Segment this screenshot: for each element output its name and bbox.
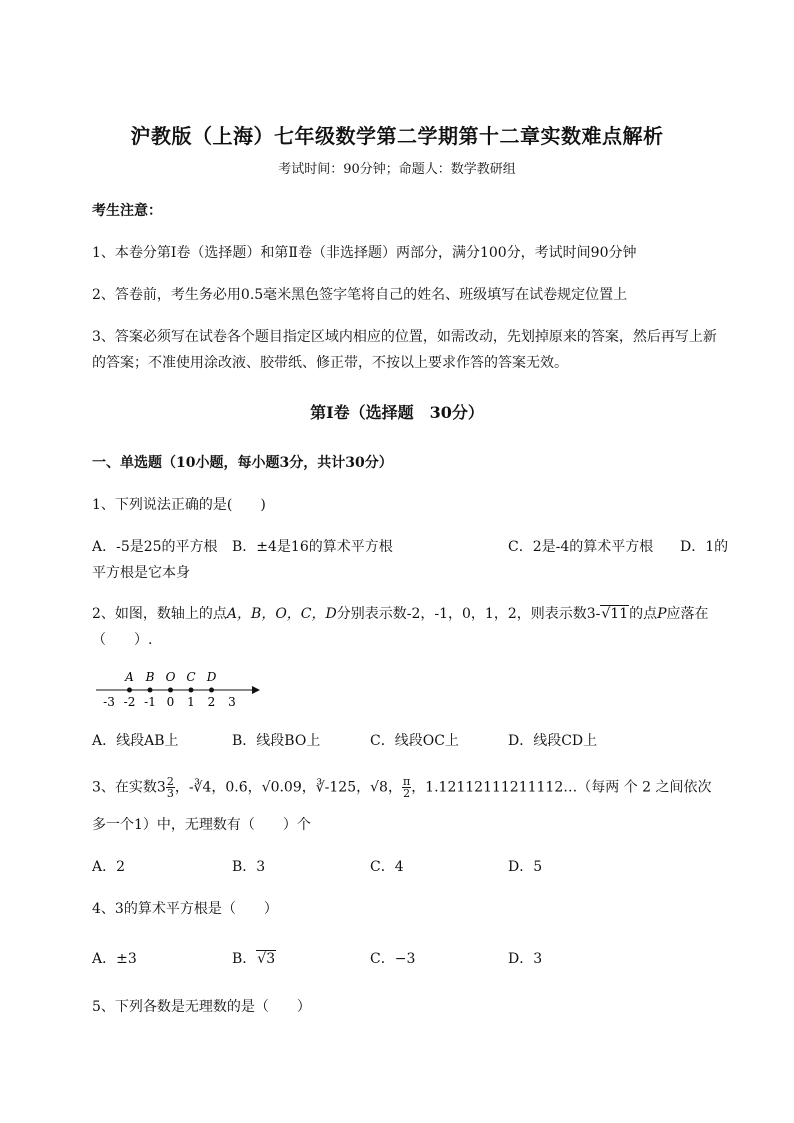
q3-option-d: D．5: [508, 859, 543, 875]
question-1-stem: 1、下列说法正确的是( ): [92, 497, 266, 513]
q3-option-b: B．3: [232, 859, 266, 875]
axis-point-dot: [127, 688, 132, 693]
q3-line2: 多一个1）中，无理数有（ ）个: [92, 817, 311, 833]
q3-n2: 0.6̇: [225, 779, 248, 796]
axis-tick-label: 0: [166, 695, 175, 709]
q2-option-d: D．线段CD上: [508, 733, 598, 749]
part-heading: 一、单选题（10小题，每小题3分，共计30分）: [92, 455, 393, 471]
q1-option-c: C．2是-4的算术平方根: [508, 539, 654, 555]
q4-option-b-label: B．: [232, 951, 257, 967]
axis-tick-label: 2: [207, 695, 216, 709]
axis-points: [124, 670, 217, 693]
q1-option-b: B．±4是16的算术平方根: [232, 539, 393, 555]
axis-point-dot: [209, 688, 214, 693]
axis-tick-label: 1: [187, 695, 195, 709]
axis-tick-label: -3: [103, 695, 115, 709]
axis-point-label: B: [145, 670, 155, 684]
axis-point-label: D: [206, 670, 217, 684]
q1-option-a: A．-5是25的平方根: [92, 539, 218, 555]
q2-stem-mid: 分别表示数-2，-1，0，1，2，则表示数3-: [336, 606, 601, 622]
q3-stem-pre: 3、在实数3: [92, 779, 166, 796]
q4-radicand: 3: [266, 951, 276, 967]
question-4-stem: 4、3的算术平方根是（ ）: [92, 901, 278, 917]
q1-option-d: D．1的: [680, 539, 729, 555]
number-line: [92, 666, 272, 710]
notice-heading: 考生注意：: [92, 203, 162, 219]
q4-sqrt: √3: [257, 951, 276, 967]
q3-n4: ，1.12112111211112…（每两 个 2 之间依次: [411, 779, 712, 796]
section-title: 第I卷（选择题 30分）: [310, 403, 484, 422]
q3-mixed-fraction: [166, 776, 175, 799]
q3-option-a: A．2: [92, 859, 126, 875]
axis-tick-labels: [103, 695, 236, 709]
question-3-stem: [92, 776, 712, 799]
q2-stem-post: 的点: [629, 606, 658, 622]
notice-item: 3、答案必须写在试卷各个题目指定区域内相应的位置，如需改动，先划掉原来的答案，然后再写上新: [92, 329, 717, 345]
q3-pi-num: π: [402, 775, 411, 788]
q3-option-c: C．4: [370, 859, 404, 875]
q3-frac-den: 3: [166, 787, 174, 800]
axis-point-dot: [148, 688, 153, 693]
q2-radicand: √11: [601, 606, 629, 622]
q4-option-a: A．±3: [92, 951, 137, 967]
q3-pi-fraction: [402, 776, 411, 799]
q2-option-c: C．线段OC上: [370, 733, 459, 749]
axis-arrow: [252, 686, 260, 694]
q4-option-c: C．−3: [370, 951, 416, 967]
q2-point-p: P: [657, 606, 667, 622]
q3-frac-num: 2: [166, 775, 174, 788]
axis-point-label: O: [165, 670, 176, 684]
axis-tick-label: -2: [123, 695, 136, 709]
q1-option-d-cont: 平方根是它本身: [92, 565, 190, 581]
axis-tick-label: 3: [228, 695, 236, 709]
q4-option-b: [232, 948, 276, 968]
q3-pi-den: 2: [403, 787, 411, 800]
question-2-stem: [92, 603, 709, 623]
axis-point-label: A: [125, 670, 134, 684]
q2-radicand-value: 11: [610, 606, 629, 622]
q4-option-d: D．3: [508, 951, 543, 967]
q2-option-a: A．线段AB上: [92, 733, 179, 749]
axis-point-label: C: [186, 670, 196, 684]
axis-tick-label: -1: [144, 695, 156, 709]
q2-option-b: B．线段BO上: [232, 733, 321, 749]
q2-stem-pre: 2、如图，数轴上的点: [92, 606, 227, 622]
axis-point-dot: [168, 688, 173, 693]
q3-n1: ，-∛4，: [174, 779, 226, 796]
notice-item: 1、本卷分第I卷（选择题）和第Ⅱ卷（非选择题）两部分，满分100分，考试时间90分钟: [92, 245, 637, 261]
q3-n3: ，√0.09，∛-125，√8，: [247, 779, 402, 796]
q2-stem-line2: （ ）.: [92, 632, 153, 648]
q2-stem-end: 应落在: [666, 606, 709, 622]
question-5-stem: 5、下列各数是无理数的是（ ）: [92, 999, 311, 1015]
q2-points: A，B，O，C，D: [226, 606, 337, 622]
axis-point-dot: [189, 688, 194, 693]
page-title: 沪教版（上海）七年级数学第二学期第十二章实数难点解析: [130, 124, 664, 148]
notice-item: 2、答卷前，考生务必用0.5毫米黑色签字笔将自己的姓名、班级填写在试卷规定位置上: [92, 287, 628, 303]
exam-info: 考试时间：90分钟；命题人：数学教研组: [278, 162, 516, 177]
notice-item: 的答案；不准使用涂改液、胶带纸、修正带，不按以上要求作答的答案无效。: [92, 355, 568, 371]
